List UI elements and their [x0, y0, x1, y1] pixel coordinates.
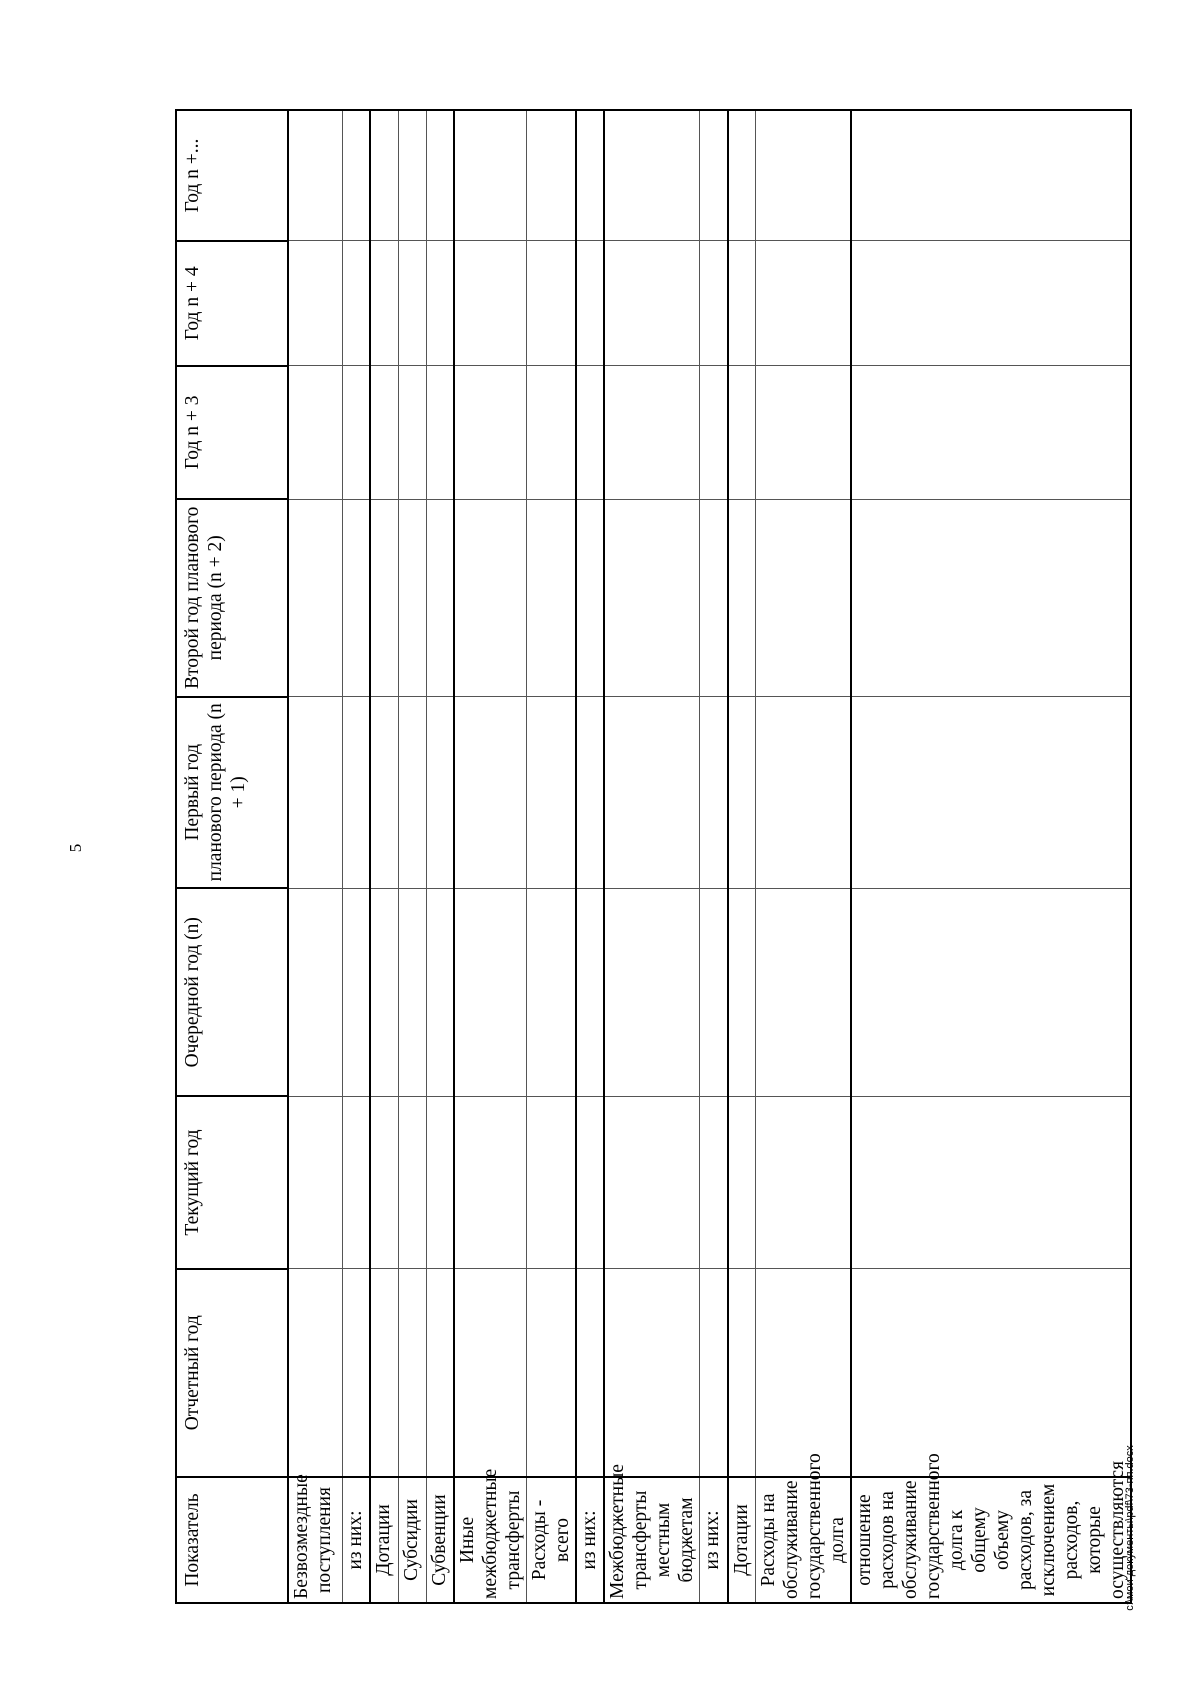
table-row: [527, 110, 577, 1603]
header-year-n-more: Год n +...: [176, 110, 288, 241]
table-row: [604, 110, 700, 1603]
row-label: Субвенции: [426, 1477, 454, 1603]
row-label: Дотации: [728, 1477, 756, 1603]
table-row: [342, 110, 370, 1603]
footer-file-path: c:\мои документы\pdf\73-пп.docx: [1124, 1445, 1136, 1611]
row-label: Субсидии: [398, 1477, 426, 1603]
row-label: из них:: [342, 1477, 370, 1603]
table-row: [426, 110, 454, 1603]
row-label: Дотации: [370, 1477, 398, 1603]
header-plan-year-1: Первый год планового периода (n + 1): [176, 697, 288, 888]
table-container: [175, 109, 1128, 1604]
header-current-year: Текущий год: [176, 1096, 288, 1268]
page-number: 5: [66, 843, 85, 853]
row-label: отношение расходов на обслуживание государственного долга к общему объему расходов, за исключением расходов, которые осуществляются: [851, 1477, 1131, 1603]
table-row: [851, 110, 1131, 1603]
row-label: Расходы на обслуживание государственного долга: [756, 1477, 852, 1603]
row-label: из них:: [700, 1477, 728, 1603]
budget-indicators-table: [175, 109, 1132, 1604]
row-label: Межбюджетные трансферты местным бюджетам: [604, 1477, 700, 1603]
header-reporting-year: Отчетный год: [176, 1269, 288, 1477]
table-row: [370, 110, 398, 1603]
row-label: Расходы - всего: [527, 1477, 577, 1603]
row-label: Безвозмездные поступления: [288, 1477, 342, 1603]
header-next-year: Очередной год (n): [176, 888, 288, 1096]
row-label: Иные межбюджетные трансферты: [454, 1477, 527, 1603]
header-plan-year-2: Второй год планового периода (n + 2): [176, 499, 288, 697]
header-year-n3: Год n + 3: [176, 366, 288, 499]
table-row: [454, 110, 527, 1603]
header-row: [176, 110, 288, 1603]
table-row: [756, 110, 852, 1603]
table-row: [398, 110, 426, 1603]
table-row: [700, 110, 728, 1603]
table-row: [576, 110, 604, 1603]
row-label: из них:: [576, 1477, 604, 1603]
header-indicator: Показатель: [176, 1477, 288, 1603]
table-row: [288, 110, 342, 1603]
table-row: [728, 110, 756, 1603]
header-year-n4: Год n + 4: [176, 241, 288, 366]
